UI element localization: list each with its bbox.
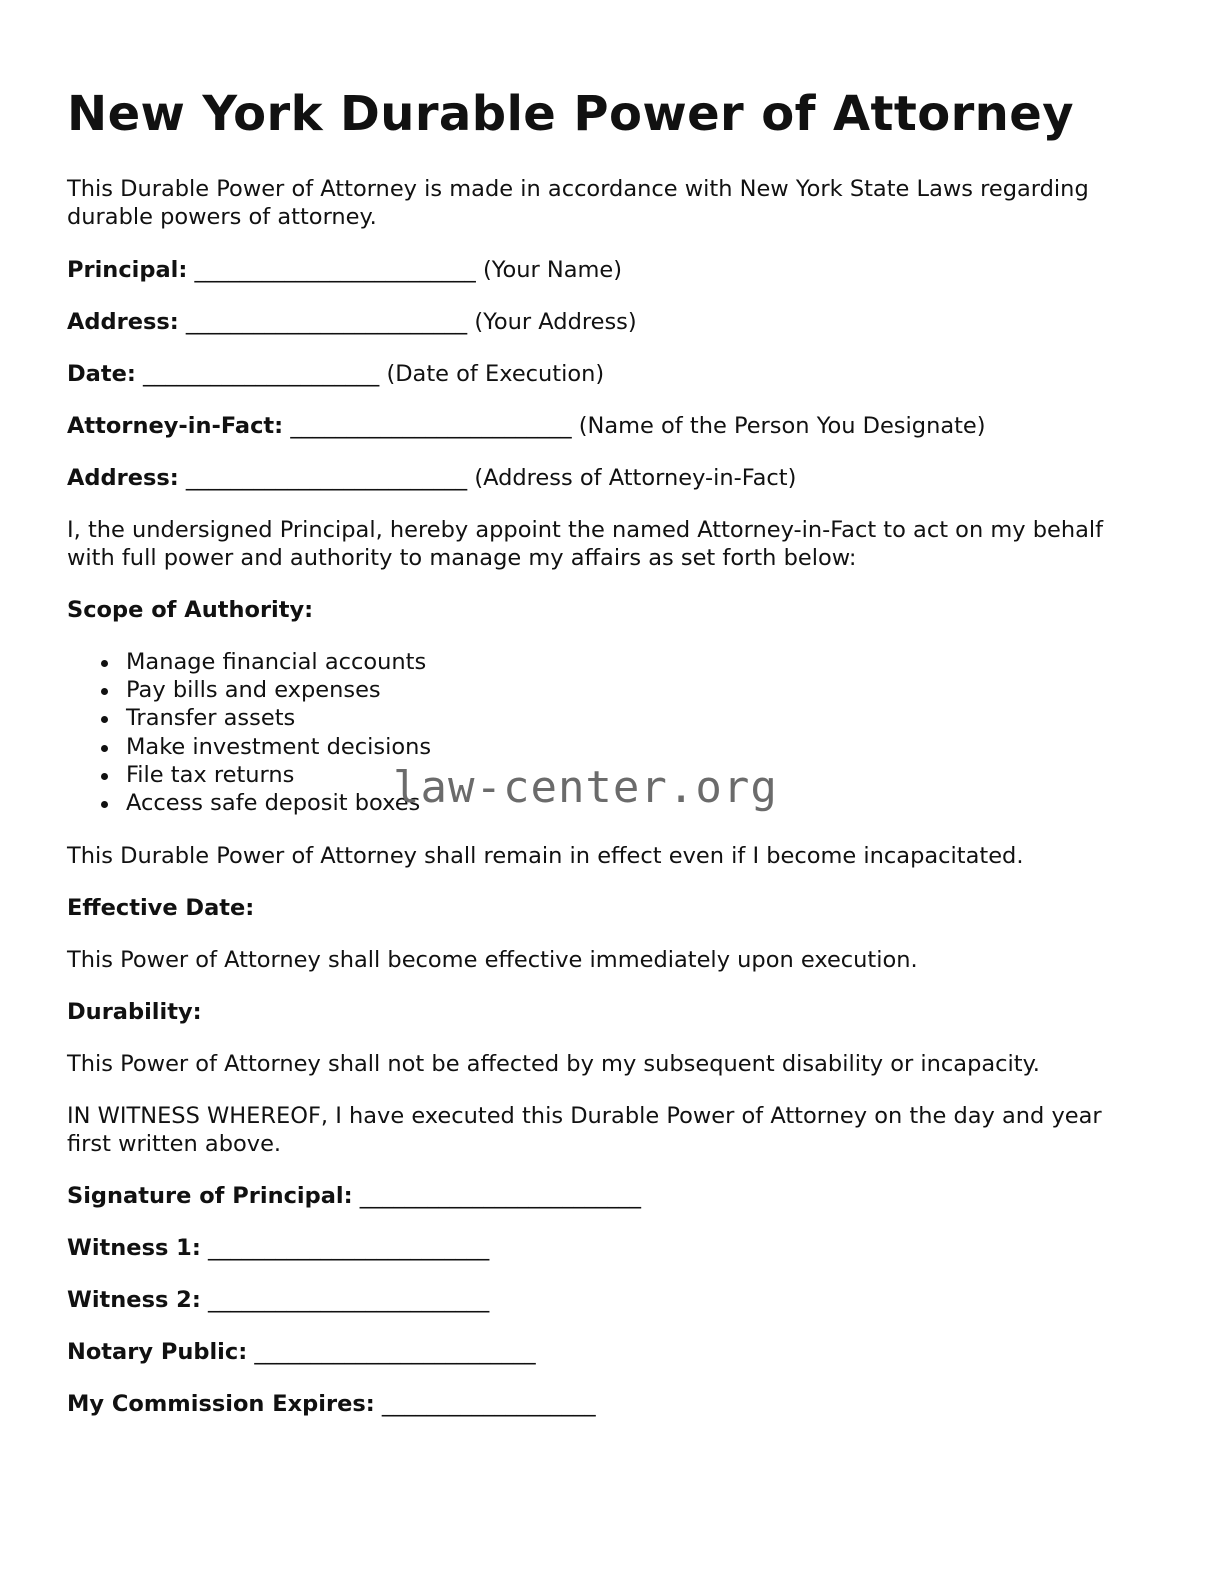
document-title: New York Durable Power of Attorney bbox=[67, 86, 1074, 142]
witness-2-blank[interactable]: _________________________ bbox=[208, 1287, 490, 1313]
notary-public-label: Notary Public: bbox=[67, 1339, 248, 1365]
principal-hint: (Your Name) bbox=[482, 257, 623, 283]
commission-expires-blank[interactable]: ___________________ bbox=[381, 1391, 596, 1417]
list-item: Access safe deposit boxes bbox=[67, 789, 431, 817]
scope-list bbox=[67, 648, 431, 817]
attorney-in-fact-blank[interactable]: _________________________ bbox=[290, 413, 572, 439]
witness-1-label: Witness 1: bbox=[67, 1235, 201, 1261]
witness-1-blank[interactable]: _________________________ bbox=[208, 1235, 490, 1261]
attorney-in-fact-hint: (Name of the Person You Designate) bbox=[578, 413, 986, 439]
witness-clause: IN WITNESS WHEREOF, I have executed this Durable Power of Attorney on the day and year first written above. bbox=[67, 1103, 1102, 1157]
principal-address-label: Address: bbox=[67, 309, 179, 335]
durability-text: This Power of Attorney shall not be affected by my subsequent disability or incapacity. bbox=[67, 1051, 1040, 1077]
attorney-address-field[interactable] bbox=[67, 464, 796, 492]
intro-paragraph: This Durable Power of Attorney is made in accordance with New York State Laws regarding durable powers of attorney. bbox=[67, 176, 1089, 230]
attorney-address-label: Address: bbox=[67, 465, 179, 491]
principal-address-blank[interactable]: _________________________ bbox=[185, 309, 468, 335]
watermark: law-center.org bbox=[393, 762, 778, 813]
durable-statement: This Durable Power of Attorney shall remain in effect even if I become incapacitated. bbox=[67, 843, 1024, 869]
date-label: Date: bbox=[67, 361, 136, 387]
effective-date-heading: Effective Date: bbox=[67, 895, 255, 921]
principal-address-hint: (Your Address) bbox=[474, 309, 637, 335]
date-hint: (Date of Execution) bbox=[386, 361, 605, 387]
witness-2-label: Witness 2: bbox=[67, 1287, 201, 1313]
date-blank[interactable]: _____________________ bbox=[143, 361, 380, 387]
attorney-address-hint: (Address of Attorney-in-Fact) bbox=[474, 465, 797, 491]
effective-date-text: This Power of Attorney shall become effective immediately upon execution. bbox=[67, 947, 918, 973]
list-item: File tax returns bbox=[67, 761, 431, 789]
list-item: Manage financial accounts bbox=[67, 648, 431, 676]
principal-blank[interactable]: _________________________ bbox=[194, 257, 476, 283]
witness-2-field[interactable] bbox=[67, 1286, 489, 1314]
principal-signature-label: Signature of Principal: bbox=[67, 1183, 353, 1209]
commission-expires-label: My Commission Expires: bbox=[67, 1391, 375, 1417]
list-item: Transfer assets bbox=[67, 704, 431, 732]
list-item: Make investment decisions bbox=[67, 733, 431, 761]
attorney-address-blank[interactable]: _________________________ bbox=[185, 465, 468, 491]
scope-heading: Scope of Authority: bbox=[67, 597, 314, 623]
principal-signature-blank[interactable]: _________________________ bbox=[359, 1183, 642, 1209]
notary-public-field[interactable] bbox=[67, 1338, 536, 1366]
list-item: Pay bills and expenses bbox=[67, 676, 431, 704]
attorney-in-fact-field[interactable] bbox=[67, 412, 986, 440]
appointment-paragraph: I, the undersigned Principal, hereby appoint the named Attorney-in-Fact to act on my behalf with full power and authority to manage my affairs as set forth below: bbox=[67, 517, 1104, 571]
principal-label: Principal: bbox=[67, 257, 188, 283]
notary-public-blank[interactable]: _________________________ bbox=[254, 1339, 536, 1365]
principal-field[interactable] bbox=[67, 256, 622, 284]
attorney-in-fact-label: Attorney-in-Fact: bbox=[67, 413, 284, 439]
commission-expires-field[interactable] bbox=[67, 1390, 596, 1418]
witness-1-field[interactable] bbox=[67, 1234, 489, 1262]
principal-address-field[interactable] bbox=[67, 308, 637, 336]
date-field[interactable] bbox=[67, 360, 604, 388]
principal-signature-field[interactable] bbox=[67, 1182, 641, 1210]
durability-heading: Durability: bbox=[67, 999, 202, 1025]
